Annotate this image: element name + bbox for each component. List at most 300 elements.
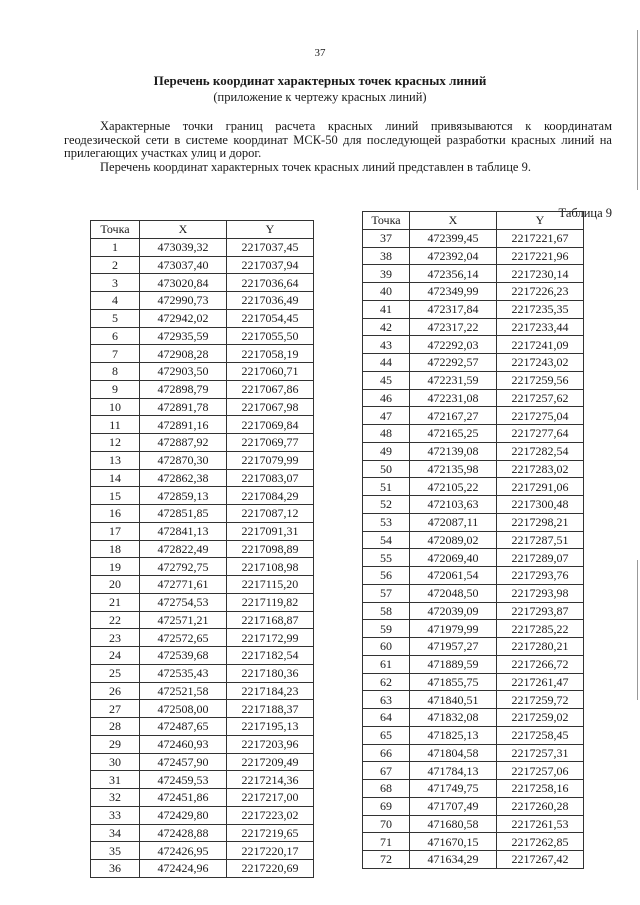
intro-text xyxy=(64,120,612,174)
table-row xyxy=(91,345,314,363)
cell-point: 52 xyxy=(363,496,410,514)
table-row xyxy=(363,229,584,247)
cell-point: 21 xyxy=(91,593,140,611)
cell-y: 2217266,72 xyxy=(497,655,584,673)
table-row xyxy=(363,442,584,460)
cell-x: 471979,99 xyxy=(410,620,497,638)
header-x: X xyxy=(410,212,497,230)
table-row xyxy=(91,735,314,753)
cell-y: 2217084,29 xyxy=(227,487,314,505)
cell-y: 2217209,49 xyxy=(227,753,314,771)
cell-y: 2217221,67 xyxy=(497,229,584,247)
table-row xyxy=(91,238,314,256)
intro-paragraph: Перечень координат характерных точек красных линий представлен в таблице 9. xyxy=(100,159,531,174)
table-row xyxy=(363,513,584,531)
table-row xyxy=(363,425,584,443)
cell-y: 2217235,35 xyxy=(497,300,584,318)
cell-x: 472039,09 xyxy=(410,602,497,620)
cell-x: 472539,68 xyxy=(140,647,227,665)
cell-x: 472571,21 xyxy=(140,611,227,629)
table-row xyxy=(363,265,584,283)
cell-x: 472822,49 xyxy=(140,540,227,558)
cell-x: 471840,51 xyxy=(410,691,497,709)
table-row xyxy=(91,487,314,505)
table-row xyxy=(363,762,584,780)
cell-y: 2217182,54 xyxy=(227,647,314,665)
cell-point: 70 xyxy=(363,815,410,833)
cell-point: 4 xyxy=(91,292,140,310)
cell-x: 472392,04 xyxy=(410,247,497,265)
cell-x: 472103,63 xyxy=(410,496,497,514)
cell-point: 40 xyxy=(363,283,410,301)
cell-x: 472990,73 xyxy=(140,292,227,310)
cell-y: 2217282,54 xyxy=(497,442,584,460)
cell-x: 472859,13 xyxy=(140,487,227,505)
cell-point: 26 xyxy=(91,682,140,700)
cell-y: 2217188,37 xyxy=(227,700,314,718)
table-row xyxy=(91,434,314,452)
cell-point: 24 xyxy=(91,647,140,665)
table-row xyxy=(91,327,314,345)
cell-y: 2217300,48 xyxy=(497,496,584,514)
cell-point: 3 xyxy=(91,274,140,292)
table-row xyxy=(91,558,314,576)
cell-y: 2217119,82 xyxy=(227,593,314,611)
cell-y: 2217289,07 xyxy=(497,549,584,567)
cell-point: 55 xyxy=(363,549,410,567)
cell-y: 2217283,02 xyxy=(497,460,584,478)
cell-y: 2217168,87 xyxy=(227,611,314,629)
table-row xyxy=(91,842,314,860)
cell-point: 56 xyxy=(363,567,410,585)
cell-x: 472460,93 xyxy=(140,735,227,753)
document-title: Перечень координат характерных точек красных линий xyxy=(153,73,487,88)
table-row xyxy=(363,833,584,851)
table-row xyxy=(91,416,314,434)
cell-point: 67 xyxy=(363,762,410,780)
cell-y: 2217087,12 xyxy=(227,505,314,523)
header-point: Точка xyxy=(91,221,140,239)
cell-y: 2217241,09 xyxy=(497,336,584,354)
table-header-row xyxy=(91,221,314,239)
table-row xyxy=(91,700,314,718)
cell-x: 471889,59 xyxy=(410,655,497,673)
table-row xyxy=(91,664,314,682)
cell-y: 2217261,47 xyxy=(497,673,584,691)
table-row xyxy=(91,274,314,292)
cell-y: 2217195,13 xyxy=(227,718,314,736)
cell-x: 472887,92 xyxy=(140,434,227,452)
cell-point: 30 xyxy=(91,753,140,771)
cell-point: 8 xyxy=(91,363,140,381)
cell-x: 472048,50 xyxy=(410,584,497,602)
table-row xyxy=(91,540,314,558)
cell-point: 34 xyxy=(91,824,140,842)
table-row xyxy=(363,531,584,549)
cell-point: 46 xyxy=(363,389,410,407)
table-row xyxy=(363,567,584,585)
cell-x: 472356,14 xyxy=(410,265,497,283)
cell-y: 2217287,51 xyxy=(497,531,584,549)
cell-x: 471707,49 xyxy=(410,797,497,815)
cell-y: 2217214,36 xyxy=(227,771,314,789)
cell-y: 2217067,98 xyxy=(227,398,314,416)
cell-x: 472429,80 xyxy=(140,806,227,824)
cell-point: 33 xyxy=(91,806,140,824)
cell-y: 2217091,31 xyxy=(227,522,314,540)
cell-point: 36 xyxy=(91,860,140,878)
cell-y: 2217036,49 xyxy=(227,292,314,310)
table-row xyxy=(363,584,584,602)
cell-point: 47 xyxy=(363,407,410,425)
cell-point: 66 xyxy=(363,744,410,762)
cell-y: 2217037,45 xyxy=(227,238,314,256)
cell-y: 2217055,50 xyxy=(227,327,314,345)
cell-point: 5 xyxy=(91,309,140,327)
table-row xyxy=(91,309,314,327)
table-row xyxy=(363,815,584,833)
header-y: Y xyxy=(497,212,584,230)
cell-y: 2217243,02 xyxy=(497,354,584,372)
cell-point: 44 xyxy=(363,354,410,372)
cell-x: 471957,27 xyxy=(410,638,497,656)
cell-x: 472891,78 xyxy=(140,398,227,416)
cell-x: 472317,84 xyxy=(410,300,497,318)
cell-point: 51 xyxy=(363,478,410,496)
cell-y: 2217083,07 xyxy=(227,469,314,487)
cell-y: 2217036,64 xyxy=(227,274,314,292)
cell-y: 2217277,64 xyxy=(497,425,584,443)
table-row xyxy=(363,283,584,301)
cell-y: 2217293,87 xyxy=(497,602,584,620)
cell-point: 13 xyxy=(91,451,140,469)
cell-x: 472935,59 xyxy=(140,327,227,345)
coordinates-table-right xyxy=(362,211,584,869)
cell-point: 25 xyxy=(91,664,140,682)
cell-point: 19 xyxy=(91,558,140,576)
table-row xyxy=(363,389,584,407)
cell-point: 42 xyxy=(363,318,410,336)
table-header-row xyxy=(363,212,584,230)
cell-y: 2217258,45 xyxy=(497,726,584,744)
cell-point: 7 xyxy=(91,345,140,363)
table-row xyxy=(363,318,584,336)
cell-x: 472089,02 xyxy=(410,531,497,549)
cell-x: 471804,58 xyxy=(410,744,497,762)
cell-x: 472399,45 xyxy=(410,229,497,247)
cell-point: 31 xyxy=(91,771,140,789)
table-row xyxy=(91,292,314,310)
cell-y: 2217069,84 xyxy=(227,416,314,434)
cell-point: 32 xyxy=(91,789,140,807)
cell-x: 472903,50 xyxy=(140,363,227,381)
cell-x: 472521,58 xyxy=(140,682,227,700)
cell-y: 2217275,04 xyxy=(497,407,584,425)
cell-x: 472451,86 xyxy=(140,789,227,807)
cell-y: 2217067,86 xyxy=(227,380,314,398)
cell-x: 472535,43 xyxy=(140,664,227,682)
table-row xyxy=(91,576,314,594)
cell-y: 2217230,14 xyxy=(497,265,584,283)
cell-point: 48 xyxy=(363,425,410,443)
table-row xyxy=(363,371,584,389)
cell-y: 2217217,00 xyxy=(227,789,314,807)
table-row xyxy=(363,602,584,620)
cell-x: 472426,95 xyxy=(140,842,227,860)
cell-y: 2217267,42 xyxy=(497,851,584,869)
cell-x: 471855,75 xyxy=(410,673,497,691)
table-row xyxy=(91,753,314,771)
table-row xyxy=(91,398,314,416)
cell-x: 472349,99 xyxy=(410,283,497,301)
cell-x: 472105,22 xyxy=(410,478,497,496)
cell-point: 69 xyxy=(363,797,410,815)
cell-point: 59 xyxy=(363,620,410,638)
cell-x: 472792,75 xyxy=(140,558,227,576)
cell-y: 2217180,36 xyxy=(227,664,314,682)
table-row xyxy=(363,655,584,673)
cell-x: 472231,08 xyxy=(410,389,497,407)
header-y: Y xyxy=(227,221,314,239)
cell-point: 18 xyxy=(91,540,140,558)
cell-x: 472754,53 xyxy=(140,593,227,611)
cell-point: 39 xyxy=(363,265,410,283)
cell-y: 2217172,99 xyxy=(227,629,314,647)
table-row xyxy=(91,718,314,736)
cell-y: 2217291,06 xyxy=(497,478,584,496)
cell-point: 71 xyxy=(363,833,410,851)
cell-x: 471670,15 xyxy=(410,833,497,851)
cell-point: 54 xyxy=(363,531,410,549)
coordinates-table-left xyxy=(90,220,314,878)
table-row xyxy=(363,691,584,709)
cell-x: 471749,75 xyxy=(410,780,497,798)
cell-point: 1 xyxy=(91,238,140,256)
cell-y: 2217108,98 xyxy=(227,558,314,576)
cell-y: 2217079,99 xyxy=(227,451,314,469)
cell-x: 471680,58 xyxy=(410,815,497,833)
table-row xyxy=(363,407,584,425)
table-row xyxy=(363,620,584,638)
cell-y: 2217219,65 xyxy=(227,824,314,842)
table-row xyxy=(91,771,314,789)
table-row xyxy=(91,593,314,611)
cell-x: 472870,30 xyxy=(140,451,227,469)
cell-y: 2217226,23 xyxy=(497,283,584,301)
table-row xyxy=(363,478,584,496)
cell-point: 61 xyxy=(363,655,410,673)
cell-y: 2217298,21 xyxy=(497,513,584,531)
cell-y: 2217069,77 xyxy=(227,434,314,452)
cell-y: 2217262,85 xyxy=(497,833,584,851)
table-row xyxy=(91,505,314,523)
table-row xyxy=(91,647,314,665)
cell-x: 472292,57 xyxy=(410,354,497,372)
table-row xyxy=(91,363,314,381)
cell-point: 57 xyxy=(363,584,410,602)
cell-y: 2217203,96 xyxy=(227,735,314,753)
cell-point: 53 xyxy=(363,513,410,531)
header-x: X xyxy=(140,221,227,239)
cell-point: 65 xyxy=(363,726,410,744)
cell-x: 472292,03 xyxy=(410,336,497,354)
cell-x: 472165,25 xyxy=(410,425,497,443)
cell-x: 472069,40 xyxy=(410,549,497,567)
cell-y: 2217257,31 xyxy=(497,744,584,762)
table-row xyxy=(363,496,584,514)
table-row xyxy=(363,780,584,798)
cell-y: 2217293,98 xyxy=(497,584,584,602)
cell-point: 64 xyxy=(363,709,410,727)
cell-x: 472908,28 xyxy=(140,345,227,363)
cell-x: 472487,65 xyxy=(140,718,227,736)
cell-point: 14 xyxy=(91,469,140,487)
cell-point: 50 xyxy=(363,460,410,478)
table-row xyxy=(363,549,584,567)
cell-x: 472891,16 xyxy=(140,416,227,434)
cell-x: 472851,85 xyxy=(140,505,227,523)
table-row xyxy=(363,726,584,744)
document-subtitle: (приложение к чертежу красных линий) xyxy=(213,90,427,104)
cell-x: 472061,54 xyxy=(410,567,497,585)
cell-x: 471784,13 xyxy=(410,762,497,780)
cell-x: 472231,59 xyxy=(410,371,497,389)
cell-point: 41 xyxy=(363,300,410,318)
cell-x: 472942,02 xyxy=(140,309,227,327)
cell-y: 2217260,28 xyxy=(497,797,584,815)
table-row xyxy=(363,709,584,727)
cell-point: 15 xyxy=(91,487,140,505)
cell-point: 49 xyxy=(363,442,410,460)
cell-x: 472862,38 xyxy=(140,469,227,487)
table-row xyxy=(91,522,314,540)
cell-y: 2217184,23 xyxy=(227,682,314,700)
cell-x: 473037,40 xyxy=(140,256,227,274)
cell-x: 471825,13 xyxy=(410,726,497,744)
cell-x: 472424,96 xyxy=(140,860,227,878)
cell-y: 2217257,06 xyxy=(497,762,584,780)
cell-y: 2217280,21 xyxy=(497,638,584,656)
cell-x: 472457,90 xyxy=(140,753,227,771)
cell-y: 2217259,56 xyxy=(497,371,584,389)
table-row xyxy=(91,682,314,700)
cell-point: 37 xyxy=(363,229,410,247)
cell-point: 45 xyxy=(363,371,410,389)
table-row xyxy=(363,300,584,318)
cell-x: 472508,00 xyxy=(140,700,227,718)
cell-x: 472898,79 xyxy=(140,380,227,398)
cell-y: 2217220,17 xyxy=(227,842,314,860)
cell-y: 2217098,89 xyxy=(227,540,314,558)
intro-paragraph: Характерные точки границ расчета красных линий привязываются к координатам геодезической сети в системе координат МСК-50 для последующей разработки красных линий на прилегающих участках улиц и дорог. xyxy=(64,119,612,160)
cell-point: 43 xyxy=(363,336,410,354)
cell-point: 68 xyxy=(363,780,410,798)
table-row xyxy=(363,354,584,372)
scan-edge-line xyxy=(637,30,638,190)
scan-edge-line xyxy=(637,560,638,700)
table-row xyxy=(363,638,584,656)
cell-point: 2 xyxy=(91,256,140,274)
page-number: 37 xyxy=(314,47,326,59)
cell-y: 2217259,72 xyxy=(497,691,584,709)
table-row xyxy=(91,824,314,842)
cell-y: 2217220,69 xyxy=(227,860,314,878)
cell-x: 472841,13 xyxy=(140,522,227,540)
cell-point: 6 xyxy=(91,327,140,345)
table-caption: Таблица 9 xyxy=(558,206,612,220)
cell-x: 472459,53 xyxy=(140,771,227,789)
cell-point: 12 xyxy=(91,434,140,452)
table-row xyxy=(91,789,314,807)
cell-point: 16 xyxy=(91,505,140,523)
cell-y: 2217258,16 xyxy=(497,780,584,798)
cell-x: 472139,08 xyxy=(410,442,497,460)
table-row xyxy=(91,629,314,647)
cell-point: 20 xyxy=(91,576,140,594)
cell-point: 9 xyxy=(91,380,140,398)
cell-point: 63 xyxy=(363,691,410,709)
cell-x: 472572,65 xyxy=(140,629,227,647)
cell-x: 473020,84 xyxy=(140,274,227,292)
cell-point: 38 xyxy=(363,247,410,265)
cell-point: 60 xyxy=(363,638,410,656)
table-row xyxy=(91,256,314,274)
cell-point: 22 xyxy=(91,611,140,629)
cell-y: 2217223,02 xyxy=(227,806,314,824)
cell-y: 2217285,22 xyxy=(497,620,584,638)
table-row xyxy=(363,247,584,265)
table-row xyxy=(91,380,314,398)
cell-y: 2217037,94 xyxy=(227,256,314,274)
table-row xyxy=(363,673,584,691)
table-row xyxy=(363,851,584,869)
cell-y: 2217054,45 xyxy=(227,309,314,327)
cell-x: 472135,98 xyxy=(410,460,497,478)
cell-x: 471832,08 xyxy=(410,709,497,727)
cell-x: 472087,11 xyxy=(410,513,497,531)
table-row xyxy=(363,336,584,354)
table-row xyxy=(91,806,314,824)
cell-x: 472428,88 xyxy=(140,824,227,842)
table-row xyxy=(363,797,584,815)
cell-point: 35 xyxy=(91,842,140,860)
cell-x: 471634,29 xyxy=(410,851,497,869)
cell-y: 2217259,02 xyxy=(497,709,584,727)
table-row xyxy=(91,451,314,469)
table-row xyxy=(91,611,314,629)
cell-point: 29 xyxy=(91,735,140,753)
cell-y: 2217261,53 xyxy=(497,815,584,833)
header-point: Точка xyxy=(363,212,410,230)
cell-x: 472771,61 xyxy=(140,576,227,594)
cell-point: 17 xyxy=(91,522,140,540)
cell-point: 10 xyxy=(91,398,140,416)
table-row xyxy=(91,469,314,487)
cell-point: 27 xyxy=(91,700,140,718)
cell-x: 472167,27 xyxy=(410,407,497,425)
cell-x: 472317,22 xyxy=(410,318,497,336)
cell-point: 23 xyxy=(91,629,140,647)
cell-point: 62 xyxy=(363,673,410,691)
cell-y: 2217257,62 xyxy=(497,389,584,407)
cell-x: 473039,32 xyxy=(140,238,227,256)
cell-y: 2217293,76 xyxy=(497,567,584,585)
table-row xyxy=(91,860,314,878)
cell-y: 2217115,20 xyxy=(227,576,314,594)
cell-point: 58 xyxy=(363,602,410,620)
cell-y: 2217058,19 xyxy=(227,345,314,363)
cell-point: 72 xyxy=(363,851,410,869)
